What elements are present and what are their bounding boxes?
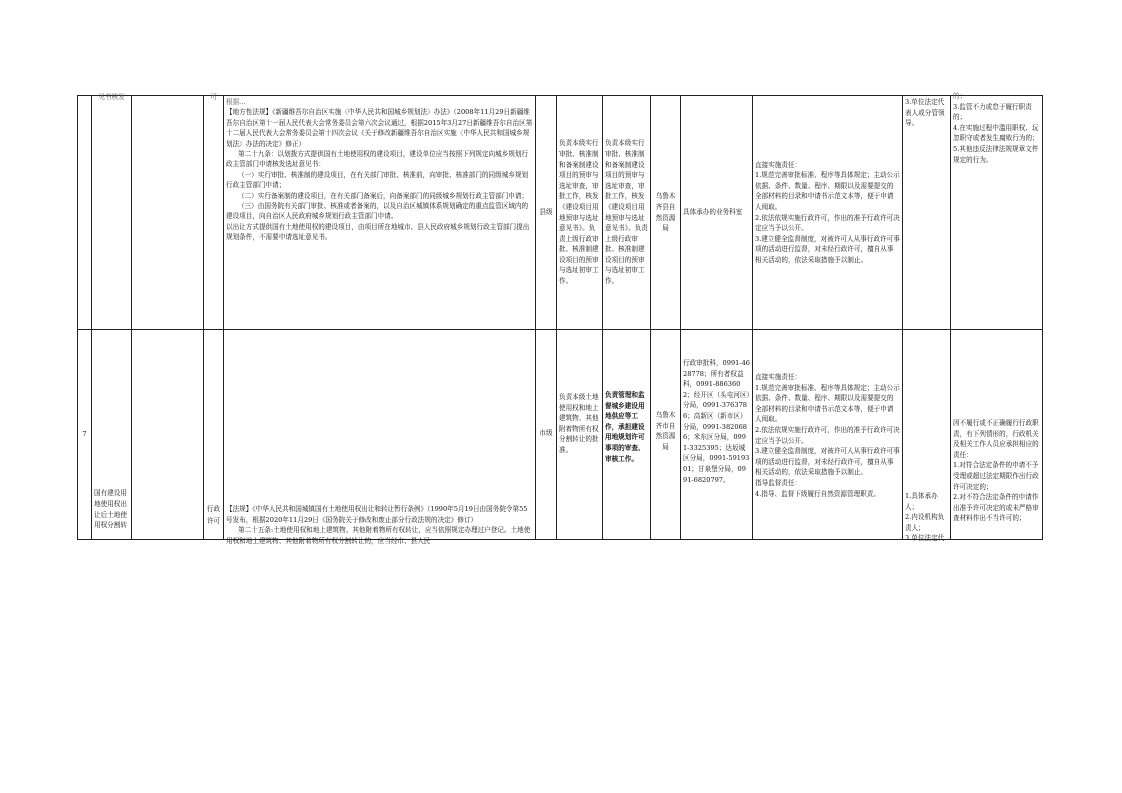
duty-b: 负责本级实行审批、核准制和备案制建设项目的预审与选址审查，审批工作，核发《建设项目用地预审与选址意见书》。负责上级行政审批、核准制建设项目的预审与选址初审工作。	[603, 96, 651, 330]
table-row	[78, 96, 1043, 330]
responsible-subject	[903, 330, 951, 543]
basis-line: （三）由国务院有关部门审批、核准或者备案的，以及自治区城镇体系规划确定的重点监管区域内的建设项目，向自治区人民政府城乡规划行政主管部门申请。	[226, 202, 529, 221]
resp-line: 直接实施责任：	[755, 160, 802, 169]
basis-line: 【法规】《中华人民共和国城镇国有土地使用权出让和转让暂行条例》（1990年5月19日由国务院令第55号发布，根据2020年11月29日《国务院关于修改和废止部分行政法规的决定》修订）	[226, 505, 528, 524]
department: 乌鲁木齐县自然资源局	[651, 96, 681, 330]
subject-line: 3.单位法定代	[905, 534, 945, 543]
resp-line: 直接实施责任：	[755, 373, 802, 381]
item-category: 行政许可	[204, 330, 224, 540]
duty-a: 负责本级土地使用权和地上建筑物、其他附着物所有权分割转让的批准。	[557, 330, 603, 540]
admin-level: 市级	[536, 330, 557, 540]
resp-line: 指导监督责任：	[755, 478, 802, 487]
basis-line: （二）实行备案制的建设项目，在有关部门备案后，向备案部门的同级城乡规划行政主管部门申请；	[238, 191, 529, 200]
row-number	[78, 96, 92, 330]
liability-line: 4.在实施过程中滥用职权、玩忽职守或者发生腐败行为的；	[953, 123, 1039, 143]
basis-line: （一）实行审批、核准制的建设项目，在有关部门审批、核准前，向审批、核准部门的同级城乡规划行政主管部门申请；	[226, 170, 529, 190]
legal-basis	[224, 330, 536, 545]
subject-line: 2.内设机构负责人；	[905, 513, 945, 532]
resp-line: 4.指导、监督下级履行自然资源管理职责。	[755, 489, 880, 498]
responsibility	[753, 330, 903, 540]
subject-line: 3.单位法定代表人或分管领导。	[905, 98, 945, 128]
resp-line: 1.规范完善审批标准、程序等具体规定；主动公示依据、条件、数量、程序、期限以及需要提交的全部材料的目录和申请书示范文本等，便于申请人阅取。	[755, 383, 900, 424]
item-name: 国有建设用地使用权出让后土地使用权分割转	[92, 330, 132, 540]
resp-line: 1.规范完善审批标准、程序等具体规定；主动公示依据、条件、数量、程序、期限以及需要提交的全部材料的目录和申请书示范文本等，便于申请人阅取。	[755, 171, 900, 211]
resp-line: 3.建立健全监督制度，对被许可人从事行政许可事项的活动进行监督，对未经行政许可，擅自从事相关活动的，依法采取措施予以制止。	[755, 447, 900, 477]
liability-line: 3.监管不力或怠于履行职责的；	[953, 102, 1032, 122]
basis-line: 【地方性法规】《新疆维吾尔自治区实施〈中华人民共和国城乡规划法〉办法》（2008年11月29日新疆维吾尔自治区第十一届人民代表大会常务委员会第六次会议通过，根据2015年3月27日新疆维吾尔自治区第十二届人民代表大会常务委员会第十四次会议《关于修改新疆维吾尔自治区实施〈中华人民共和国城乡规划法〉办法的决定》修正）	[226, 108, 533, 148]
basis-fragment: 根据...	[226, 98, 246, 106]
item-subname	[132, 96, 204, 330]
liability-line: 1.对符合法定条件的申请不予受理或超过法定期限作出行政许可决定的；	[953, 461, 1039, 491]
basis-line: 第二十九条：以划拨方式提供国有土地使用权的建设项目，建设单位应当按照下列规定向城乡规划行政主管部门申请核发选址意见书：	[226, 150, 529, 169]
responsibility-table	[77, 92, 1043, 545]
duty-a: 负责本级实行审批、核准制和备案制建设项目的预审与选址审查，审批工作，核发《建设项目用地预审与选址意见书》。负责上级行政审批、核准制建设项目的预审与选址初审工作。	[557, 96, 603, 330]
liability-line: 的；	[953, 92, 967, 100]
resp-line: 2.依法依规实施行政许可，作出的准予行政许可决定应当予以公开。	[755, 425, 900, 445]
item-subname	[132, 330, 204, 540]
department: 乌鲁木齐市自然资源局	[651, 330, 681, 540]
liability-line: 因不履行或不正确履行行政职责，有下列情形的，行政机关及相关工作人员应承担相应的责任：	[953, 419, 1039, 459]
contact-info: 行政审批科，0991-4628778；所有者权益科，0991-8863602；经开区（头屯河区）分局，0991-3763786；高新区（新市区）分局，0991-3820686；米东区分局，0991-3325395；达坂城区分局，0991-5919301；甘泉堡分局，0991-6820797。	[681, 330, 753, 540]
handling-unit: 具体承办的业务科室	[681, 96, 753, 330]
liability-line: 2.对不符合法定条件的申请作出准予许可决定的或未严格审查材料作出不当许可的；	[953, 493, 1039, 523]
resp-line: 2.依法依规实施行政许可，作出的准予行政许可决定应当予以公开。	[755, 213, 900, 233]
responsible-subject	[903, 96, 951, 330]
table-row	[78, 330, 1043, 540]
legal-basis	[224, 96, 536, 330]
duty-b: 负责管理和监督城乡建设用地供应等工作，承担建设用地规划许可事项的审查、审核工作。	[603, 330, 651, 540]
resp-line: 3.建立健全监督制度，对被许可人从事行政许可事项的活动进行监督，对未经行政许可，擅自从事相关活动的，依法采取措施予以制止。	[755, 234, 900, 264]
liability-line: 5.其他违反法律法规规章文件规定的行为。	[953, 144, 1039, 164]
liability	[951, 330, 1043, 540]
subject-line: 1.具体承办人；	[905, 492, 938, 511]
item-name: 见书核发	[92, 96, 132, 330]
liability	[951, 92, 1043, 330]
responsibility	[753, 96, 903, 330]
document-table-page	[77, 92, 1042, 545]
admin-level: 县级	[536, 96, 557, 330]
basis-line: 第二十五条:土地使用权和地上建筑物、其他附着物所有权转让，应当依照规定办理过户登记。土地使用权和地上建筑物、其他附着物所有权分割转让的，应当经市、县人民	[226, 526, 531, 545]
row-number: 7	[78, 330, 92, 540]
item-category: 可	[204, 96, 224, 330]
basis-line: 以出让方式提供国有土地使用权的建设项目，由项目所在地城市、县人民政府城乡规划行政主管部门提出规划条件，不需要申请选址意见书。	[226, 222, 530, 242]
